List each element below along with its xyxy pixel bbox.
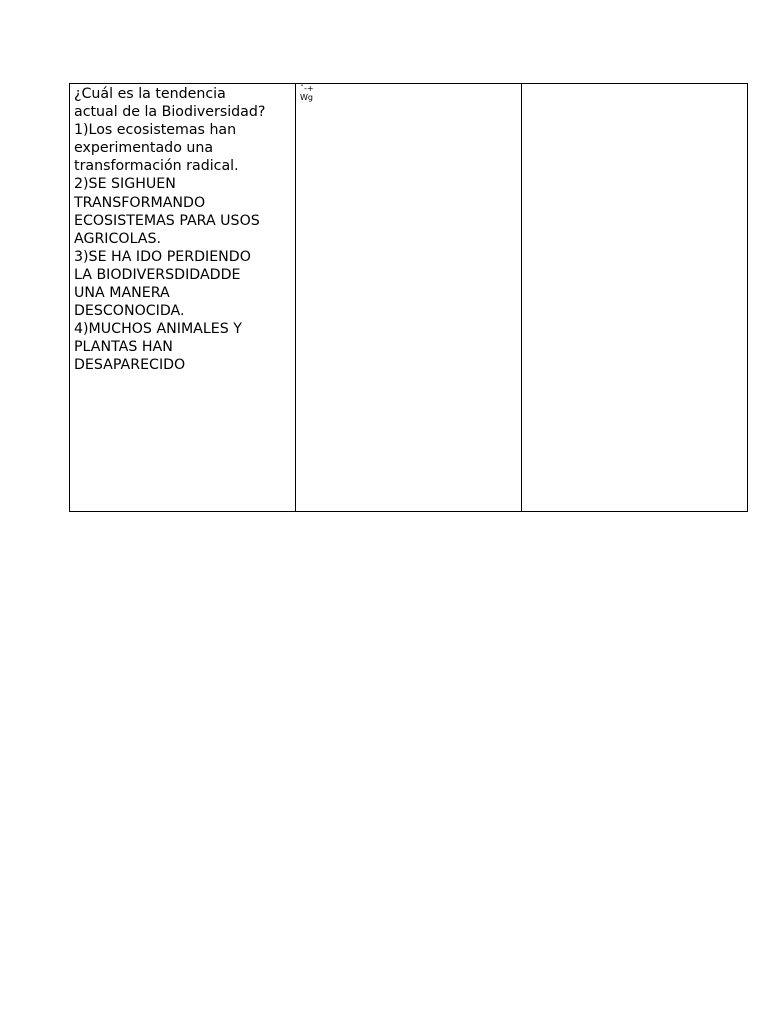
cell-text-line: 4)MUCHOS ANIMALES Y [74, 321, 242, 338]
cell-text-line: ¿Cuál es la tendencia [74, 86, 226, 102]
cell-text-line: Wg [300, 93, 313, 102]
table-cell-question[interactable] [70, 84, 296, 512]
cell-text-line: transformación radical. [74, 158, 239, 175]
cell-text-line: 1)Los ecosistemas han [74, 122, 237, 139]
table-cell-middle[interactable] [296, 84, 522, 512]
cell-text-line: LA BIODIVERSDIDADDE [74, 266, 241, 283]
cell-text-line: AGRICOLAS. [74, 230, 162, 247]
cell-text-line: 3)SE HA IDO PERDIENDO [74, 248, 251, 265]
table-row [70, 84, 748, 512]
cell-text-line: DESAPARECIDO [74, 357, 186, 374]
cell-text-line: ˆ-+ [300, 84, 314, 93]
cell-question-text [70, 84, 295, 375]
cell-middle-text [296, 84, 521, 102]
cell-text-line: experimentado una [74, 140, 214, 157]
cell-text-line: UNA MANERA [74, 285, 170, 302]
content-table [69, 83, 748, 512]
cell-text-line: ECOSISTEMAS PARA USOS [74, 212, 260, 229]
cell-text-line: DESCONOCIDA. [74, 303, 185, 320]
cell-text-line: actual de la Biodiversidad? [74, 104, 266, 121]
cell-text-line: PLANTAS HAN [74, 339, 173, 356]
table-cell-empty[interactable] [522, 84, 748, 512]
cell-text-line: TRANSFORMANDO [74, 194, 206, 211]
cell-text-line: 2)SE SIGHUEN [74, 176, 176, 193]
